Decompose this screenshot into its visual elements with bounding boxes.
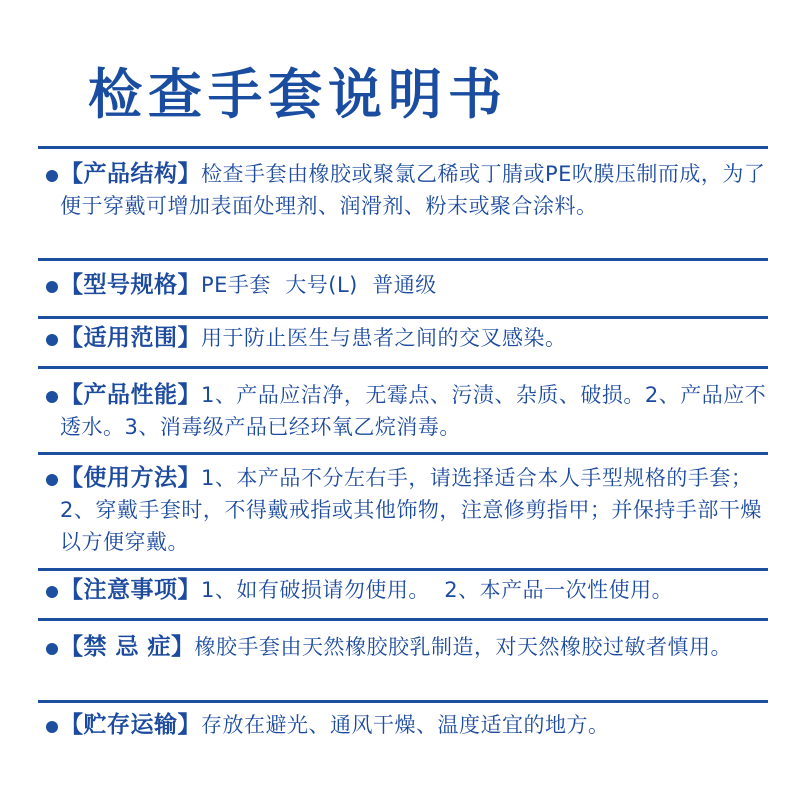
divider [38, 618, 768, 621]
section-label: 【禁 忌 症】 [60, 634, 195, 660]
section-label: 【产品结构】 [60, 161, 201, 187]
section-text: 1、如有破损请勿使用。 2、本产品一次性使用。 [201, 578, 674, 602]
section-text: PE手套 大号(L) 普通级 [201, 273, 437, 297]
section-text: 用于防止医生与患者之间的交叉感染。 [201, 326, 567, 350]
bullet-icon [46, 334, 58, 346]
page-title: 检查手套说明书 [88, 63, 508, 126]
divider [38, 700, 768, 703]
divider [38, 316, 768, 319]
section-text: 存放在避光、通风干燥、温度适宜的地方。 [201, 713, 610, 737]
section-label: 【产品性能】 [60, 382, 201, 408]
divider [38, 258, 768, 261]
section-label: 【注意事项】 [60, 577, 201, 603]
bullet-icon [46, 391, 58, 403]
section-label: 【使用方法】 [60, 465, 201, 491]
section-label: 【贮存运输】 [60, 712, 201, 738]
bullet-icon [46, 643, 58, 655]
section-storage-transport [60, 709, 768, 741]
section-label: 【型号规格】 [60, 272, 201, 298]
bullet-icon [46, 170, 58, 182]
divider [38, 568, 768, 571]
section-usage [60, 462, 768, 558]
bullet-icon [46, 281, 58, 293]
section-text: 1、本产品不分左右手，请选择适合本人手型规格的手套；2、穿戴手套时，不得戴戒指或其他饰物，注意修剪指甲；并保持手部干燥以方便穿戴。 [60, 466, 762, 554]
section-text: 橡胶手套由天然橡胶胶乳制造，对天然橡胶过敏者慎用。 [194, 635, 733, 659]
section-text: 检查手套由橡胶或聚氯乙稀或丁腈或PE吹膜压制而成，为了便于穿戴可增加表面处理剂、润滑剂、粉末或聚合涂料。 [60, 162, 766, 218]
divider [38, 452, 768, 455]
section-text: 1、产品应洁净，无霉点、污渍、杂质、破损。2、产品应不透水。3、消毒级产品已经环氧乙烷消毒。 [60, 383, 767, 439]
section-contraindications [60, 631, 768, 663]
bullet-icon [46, 474, 58, 486]
section-product-performance [60, 379, 768, 443]
section-notes [60, 574, 768, 606]
section-model-spec [60, 269, 768, 301]
section-product-structure [60, 158, 768, 222]
bullet-icon [46, 721, 58, 733]
divider [38, 146, 768, 149]
section-label: 【适用范围】 [60, 325, 201, 351]
divider [38, 366, 768, 369]
bullet-icon [46, 586, 58, 598]
section-application-scope [60, 322, 768, 354]
